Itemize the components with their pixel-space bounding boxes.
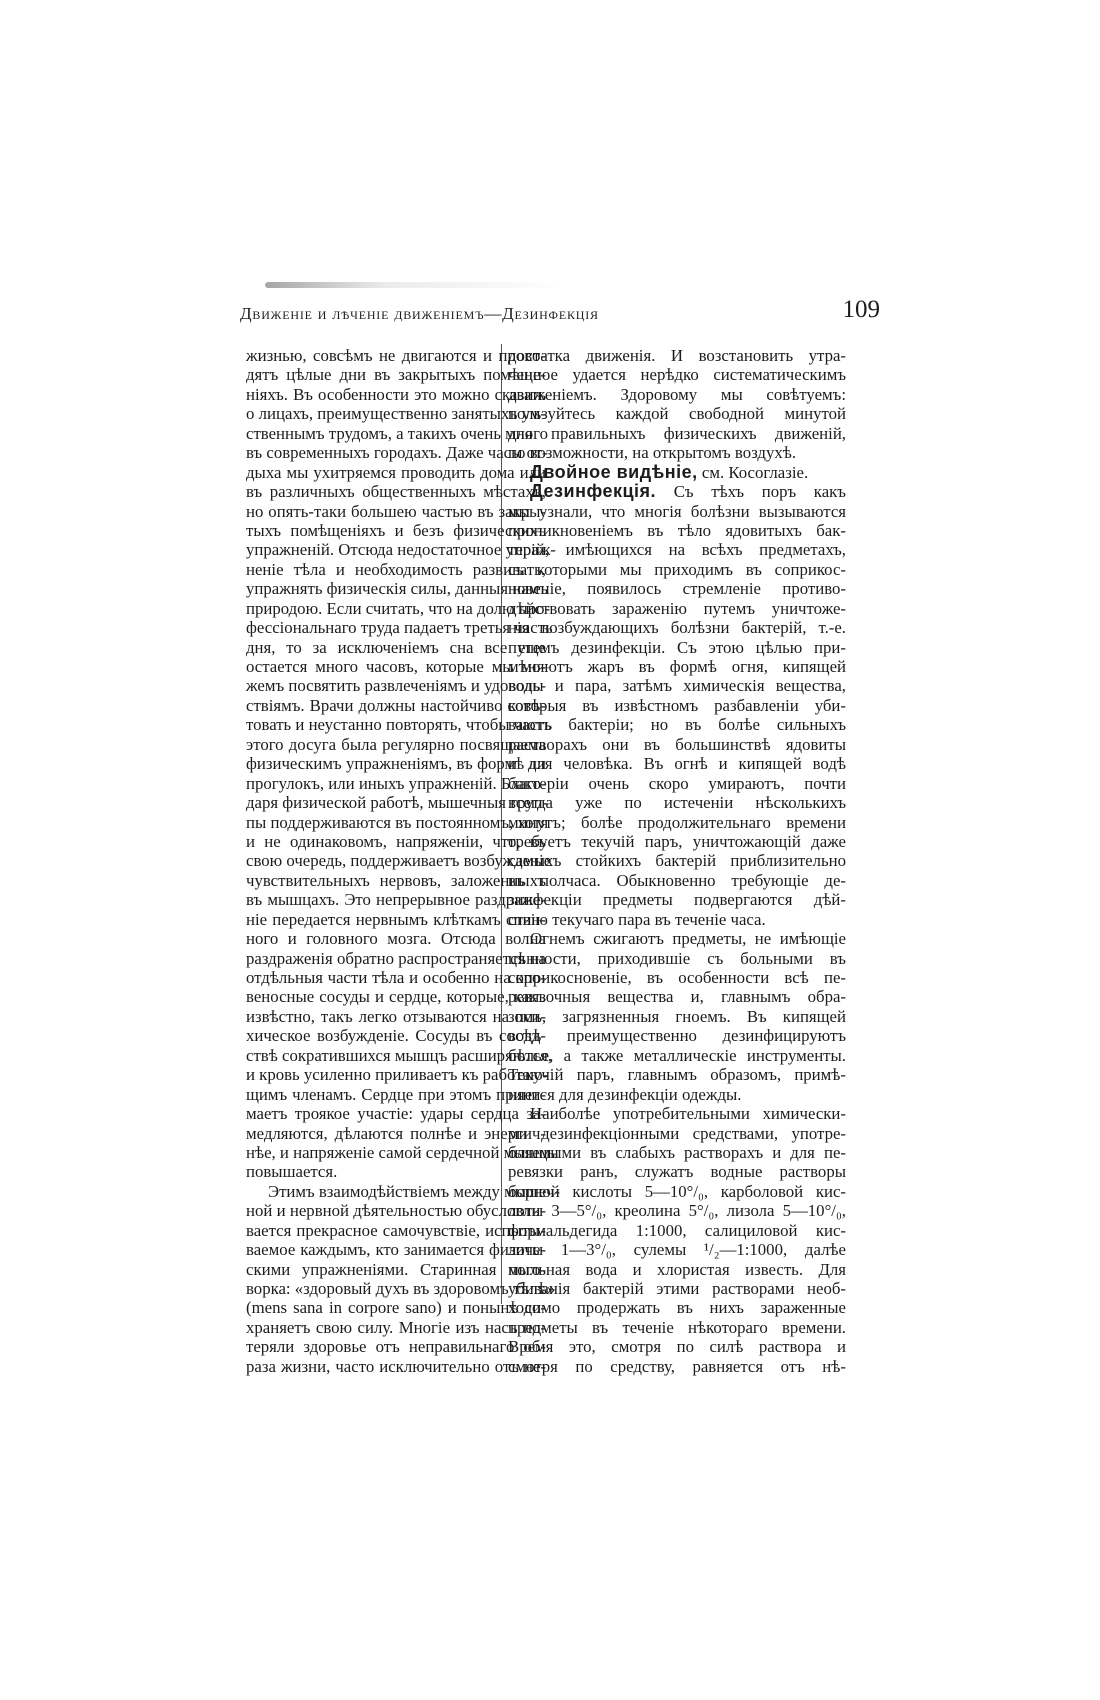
- text-line: [246, 1026, 546, 1045]
- line-text: нiя возбуждающихъ болѣзни бактерiй, т.-е.: [508, 618, 846, 638]
- text-line: [508, 774, 846, 793]
- text-line: [246, 385, 546, 404]
- text-line: [508, 1182, 846, 1201]
- text-line: [508, 910, 846, 929]
- line-text: бактерiи очень скоро умираютъ, почти: [508, 773, 846, 793]
- text-line: [246, 696, 546, 715]
- line-text: дятъ цѣлые дни въ закрытыхъ помѣще-: [246, 365, 546, 385]
- line-text: дѣйствовать зараженiю путемъ уничтоже-: [508, 598, 846, 618]
- text-line: [246, 1298, 546, 1317]
- line-text: Огнемъ сжигаютъ предметы, не имѣющiе: [530, 929, 846, 949]
- text-line: [508, 813, 846, 832]
- line-text: прогулокъ, или иныхъ упражненiй. Благо-: [246, 773, 547, 793]
- text-line: [508, 443, 846, 462]
- text-line: [246, 1201, 546, 1220]
- text-line: [508, 949, 846, 968]
- text-line: [508, 676, 846, 695]
- line-text: новенiе, появилось стремленiе противо-: [508, 579, 846, 599]
- line-text: теряли здоровье отъ неправильнаго об-: [246, 1337, 546, 1357]
- line-text: лоты 3—5°/₀, креолина 5°/₀, лизола 5—10°/₀,: [508, 1201, 846, 1221]
- line-text: отдѣльныя части тѣла и особенно на кро-: [246, 968, 546, 987]
- text-line: [508, 968, 846, 987]
- line-text: медляются, дѣлаются полнѣе и энергич-: [246, 1123, 546, 1143]
- line-text: даря физической работѣ, мышечныя груп-: [246, 793, 549, 813]
- line-text: нiе передается нервнымъ клѣткамъ спин-: [246, 909, 546, 929]
- line-text: въ различныхъ общественныхъ мѣстахъ,: [246, 482, 546, 502]
- line-text: этого досуга была регулярно посвящаема: [246, 734, 546, 754]
- line-text: храняетъ свою силу. Многiе изъ насъ по-: [246, 1317, 546, 1337]
- text-line: [246, 463, 546, 482]
- line-text: путемъ дезинфекцiи. Съ этою цѣлью при-: [508, 637, 846, 657]
- line-text: скими упражненiями. Старинная пого-: [246, 1259, 546, 1279]
- line-text: минутъ; болѣе продолжительнаго времени: [508, 812, 846, 832]
- text-line: [246, 676, 546, 695]
- line-text: о лицахъ, преимущественно занятыхъ ум-: [246, 404, 546, 424]
- line-text: проникновенiемъ въ тѣло ядовитыхъ бак-: [508, 520, 846, 540]
- text-line: [508, 482, 846, 501]
- text-line: [508, 1085, 846, 1104]
- line-text: движенiемъ. Здоровому мы совѣтуемъ:: [508, 384, 846, 404]
- text-line: [246, 812, 549, 832]
- text-line: [508, 365, 846, 384]
- line-text: бляемыми въ слабыхъ растворахъ и для пе-: [508, 1142, 846, 1162]
- text-line: [246, 793, 549, 813]
- text-line: [508, 1162, 846, 1181]
- text-line: [246, 618, 553, 638]
- line-text: ной и нервной дѣятельностью обусловли-: [246, 1201, 546, 1221]
- line-text: и не одинаковомъ, напряженiи, что, въ: [246, 831, 546, 851]
- line-text: упражнять физическiя силы, данныя намъ: [246, 579, 548, 599]
- text-line: [246, 365, 546, 384]
- text-line: [508, 793, 846, 812]
- line-text: щимъ членамъ. Сердце при этомъ прини-: [246, 1084, 546, 1104]
- line-text: вается прекрасное самочувствiе, испыты-: [246, 1220, 546, 1240]
- text-line: [508, 987, 846, 1006]
- line-text: бѣлье, а также металлическiе инструменты.: [508, 1045, 846, 1065]
- line-text: дыха мы ухитряемся проводить дома или: [246, 462, 546, 482]
- text-line: [508, 1318, 846, 1337]
- line-text: мыльная вода и хлористая известь. Для: [508, 1259, 846, 1279]
- line-text: пользуйтесь каждой свободной минутой: [508, 404, 846, 424]
- text-line: [246, 987, 546, 1006]
- line-text: жизнью, совсѣмъ не двигаются и прово-: [246, 346, 546, 365]
- text-line: [246, 346, 546, 365]
- text-line: [508, 832, 846, 851]
- line-text: упражненiй. Отсюда недостаточное упраж-: [246, 540, 556, 560]
- line-text: водѣ преимущественно дезинфицируютъ: [508, 1026, 846, 1046]
- line-text: и кровь усиленно приливаетъ къ работаю-: [246, 1065, 549, 1085]
- text-line: [246, 929, 546, 948]
- line-text: воды и пара, затѣмъ химическiя вещества,: [508, 676, 846, 696]
- text-line: [246, 1104, 546, 1123]
- text-line: [246, 910, 546, 929]
- header-title: Движенiе и лѣченiе движенiемъ—Дезинфекцiя: [240, 304, 599, 323]
- line-text: ствiю текучаго пара въ теченiе часа.: [508, 909, 766, 929]
- text-line: [508, 1260, 846, 1279]
- line-text: нiяхъ. Въ особенности это можно сказать: [246, 384, 546, 404]
- text-line: [508, 1124, 846, 1143]
- text-line: [508, 1298, 846, 1317]
- line-text: (mens sana in corpore sano) и понынѣ со-: [246, 1298, 546, 1318]
- text-line: [246, 1318, 546, 1337]
- text-line: [508, 404, 846, 423]
- text-line: [246, 735, 546, 754]
- line-text: требуетъ текучiй паръ, уничтожающiй даже: [508, 831, 846, 851]
- text-line: [246, 1142, 559, 1162]
- line-text: фессiональнаго труда падаетъ третья часть: [246, 618, 553, 638]
- line-text: лоты 1—3°/₀, сулемы ¹/₂—1:1000, далѣе: [508, 1240, 846, 1260]
- text-line: [246, 404, 546, 423]
- line-text: ми дезинфекцiонными средствами, употре-: [508, 1123, 846, 1143]
- text-line: [246, 482, 546, 501]
- line-text: ходимо продержать въ нихъ зараженные: [508, 1298, 846, 1318]
- text-line: [246, 1045, 553, 1065]
- line-text: но опять-таки большею частью въ закры-: [246, 501, 546, 521]
- right-column: [508, 346, 846, 1376]
- line-text: хическое возбужденiе. Сосуды въ сосѣд-: [246, 1026, 546, 1046]
- line-text: ченное удается нерѣдко систематическимъ: [508, 365, 846, 385]
- line-text: зомъ, загрязненныя гноемъ. Въ кипящей: [508, 1006, 846, 1026]
- text-line: [508, 618, 846, 637]
- text-line: [508, 1279, 846, 1298]
- line-text: въ мышцахъ. Это непрерывное раздраже-: [246, 890, 546, 910]
- text-line: [246, 598, 551, 618]
- line-text: физическимъ упражненiямъ, въ формѣ ли: [246, 754, 546, 774]
- line-text: ствѣ сократившихся мышцъ расширяются,: [246, 1045, 553, 1065]
- text-line: [246, 638, 546, 657]
- text-line: [508, 715, 846, 734]
- line-text: товать и неустанно повторять, чтобы часть: [246, 715, 553, 735]
- text-line: [246, 540, 556, 560]
- line-text: предметы въ теченiе нѣкотораго времени.: [508, 1317, 846, 1337]
- line-text: ствiямъ. Врачи должны настойчиво совѣ-: [246, 695, 546, 715]
- text-line: [246, 754, 546, 773]
- line-text: мы узнали, что многiя болѣзни вызываются: [508, 501, 846, 521]
- line-text: растворахъ они въ большинствѣ ядовиты: [508, 734, 846, 754]
- text-line: [508, 1065, 846, 1084]
- text-line: [508, 521, 846, 540]
- text-line: [246, 423, 549, 443]
- text-line: [508, 1221, 846, 1240]
- text-line: [508, 385, 846, 404]
- text-line: [246, 1260, 546, 1279]
- line-text: остается много часовъ, которые мы мо-: [246, 657, 546, 676]
- line-text: природою. Если считать, что на долю про-: [246, 598, 551, 618]
- text-line: [246, 1085, 546, 1104]
- line-text: пы поддерживаются въ постоянномъ, хотя: [246, 812, 549, 832]
- line-text: ваемое каждымъ, кто занимается физиче-: [246, 1240, 546, 1260]
- line-text: въ полчаса. Обыкновенно требующiе де-: [508, 870, 846, 890]
- line-text: мѣняютъ жаръ въ формѣ огня, кипящей: [508, 657, 846, 676]
- text-line: [508, 871, 846, 890]
- line-text: ревязки ранъ, служатъ водные растворы: [508, 1162, 846, 1182]
- text-line: [246, 657, 546, 676]
- text-line: [508, 754, 846, 773]
- line-text: для правильныхъ физическихъ движенiй,: [508, 423, 846, 443]
- line-text: Текучiй паръ, главнымъ образомъ, примѣ-: [508, 1065, 846, 1085]
- line-text: смотря по средству, равняется отъ нѣ-: [508, 1356, 846, 1376]
- line-text: цѣнности, приходившiе съ больными въ: [508, 948, 846, 968]
- text-line: [246, 560, 546, 579]
- line-text: ненiе тѣла и необходимость развивать,: [246, 559, 546, 579]
- line-text: въ современныхъ городахъ. Даже часы от-: [246, 443, 548, 463]
- text-line: [246, 1124, 546, 1143]
- text-line: [508, 1337, 846, 1356]
- text-line: [246, 949, 546, 968]
- text-line: [246, 1065, 549, 1085]
- text-line: [508, 463, 846, 482]
- text-line: [508, 1026, 846, 1045]
- entry-heading: Двойное видѣнiе,: [530, 461, 698, 482]
- text-line: [508, 502, 846, 521]
- text-line: [508, 735, 846, 754]
- line-text: дня, то за исключенiемъ сна все еще: [246, 637, 546, 657]
- text-line: [246, 890, 546, 909]
- text-line: [508, 1201, 846, 1220]
- text-line: [246, 443, 546, 462]
- line-text: и для человѣка. Въ огнѣ и кипящей водѣ: [508, 754, 846, 774]
- line-text: веносные сосуды и сердце, которые, какъ: [246, 987, 546, 1007]
- text-line: [508, 696, 846, 715]
- text-line: [246, 1337, 546, 1356]
- text-line: [246, 774, 546, 793]
- text-line: [246, 1181, 560, 1201]
- page-number: 109: [842, 296, 880, 323]
- text-line: [246, 968, 546, 987]
- text-line: [246, 1007, 546, 1026]
- text-line: [508, 424, 846, 443]
- line-text: маетъ троякое участiе: удары сердца за-: [246, 1104, 546, 1124]
- line-text: Наиболѣе употребительными химически-: [530, 1104, 846, 1124]
- text-line: [508, 579, 846, 598]
- text-line: [508, 540, 846, 559]
- text-line: [246, 715, 553, 735]
- line-text: которыя въ извѣстномъ разбавленiи уби-: [508, 695, 846, 715]
- line-text: Этимъ взаимодѣйствiемъ между мышеч-: [268, 1181, 560, 1201]
- left-column: [246, 346, 560, 1376]
- text-line: [508, 851, 846, 870]
- text-line: [508, 657, 846, 676]
- text-line: [246, 521, 546, 540]
- line-text: формальдегида 1:1000, салициловой кис-: [508, 1220, 846, 1240]
- line-text: ственнымъ трудомъ, а такихъ очень много: [246, 423, 549, 443]
- line-text: достатка движенiя. И возстановить утра-: [508, 346, 846, 365]
- line-text: съ которыми мы приходимъ въ соприкос-: [508, 559, 846, 579]
- line-text: извѣстно, такъ легко отзываются на пси-: [246, 1006, 546, 1026]
- text-line: [246, 1279, 556, 1298]
- line-text: повышается.: [246, 1162, 338, 1182]
- text-line: [508, 1104, 846, 1123]
- text-line: [246, 1162, 546, 1181]
- line-text: няется для дезинфекцiи одежды.: [508, 1084, 742, 1104]
- line-text: ного и головного мозга. Отсюда волна: [246, 929, 546, 949]
- line-text: борной кислоты 5—10°/₀, карболовой кис-: [508, 1181, 846, 1201]
- text-line: [508, 1046, 846, 1065]
- line-text: убиванiя бактерiй этими растворами необ-: [508, 1279, 846, 1298]
- line-text: самыхъ стойкихъ бактерiй приблизительно: [508, 851, 846, 871]
- text-line: [508, 890, 846, 909]
- line-text: раздраженiя обратно распространяется на: [246, 948, 546, 968]
- line-text: зинфекцiи предметы подвергаются дѣй-: [508, 890, 846, 910]
- text-line: [508, 929, 846, 948]
- text-line: [508, 560, 846, 579]
- text-line: [246, 832, 546, 851]
- entry-heading: Дезинфекцiя.: [530, 481, 657, 502]
- line-text: по возможности, на открытомъ воздухѣ.: [508, 443, 797, 463]
- line-text: чувствительныхъ нервовъ, заложенныхъ: [246, 870, 546, 890]
- line-text: свою очередь, поддерживаетъ возбужденiе: [246, 851, 552, 871]
- text-line: [508, 1240, 846, 1259]
- line-text: ваютъ бактерiи; но въ болѣе сильныхъ: [508, 715, 846, 735]
- line-text: тыхъ помѣщенiяхъ и безъ физическихъ: [246, 520, 546, 540]
- text-line: [508, 346, 846, 365]
- line-text: Съ тѣхъ поръ какъ: [656, 482, 846, 502]
- text-line: [508, 638, 846, 657]
- text-line: [246, 502, 546, 521]
- line-text: ревязочныя вещества и, главнымъ обра-: [508, 987, 846, 1007]
- line-text: терiй, имѣющихся на всѣхъ предметахъ,: [508, 540, 846, 560]
- line-text: раза жизни, часто исключительно отъ не-: [246, 1356, 546, 1376]
- line-text: см. Косоглазiе.: [697, 462, 809, 482]
- text-line: [508, 599, 846, 618]
- line-text: нѣе, и напряженiе самой сердечной мышцы: [246, 1142, 559, 1162]
- line-text: соприкосновенiе, въ особенности всѣ пе-: [508, 968, 846, 987]
- text-line: [246, 851, 552, 871]
- text-line: [508, 1143, 846, 1162]
- text-line: [246, 579, 546, 598]
- line-text: ворка: «здоровый духъ въ здоровомъ тѣлѣ»: [246, 1279, 556, 1298]
- text-line: [246, 1357, 546, 1376]
- text-line: [246, 1221, 546, 1240]
- text-line: [246, 1240, 546, 1259]
- line-text: Время это, смотря по силѣ раствора и: [508, 1337, 846, 1357]
- line-text: всегда уже по истеченiи нѣсколькихъ: [508, 793, 846, 813]
- text-line: [508, 1007, 846, 1026]
- print-smudge: [265, 282, 565, 288]
- text-line: [246, 871, 546, 890]
- line-text: жемъ посвятить развлеченiямъ и удоволь-: [246, 676, 546, 696]
- running-header: [230, 294, 880, 330]
- text-line: [508, 1357, 846, 1376]
